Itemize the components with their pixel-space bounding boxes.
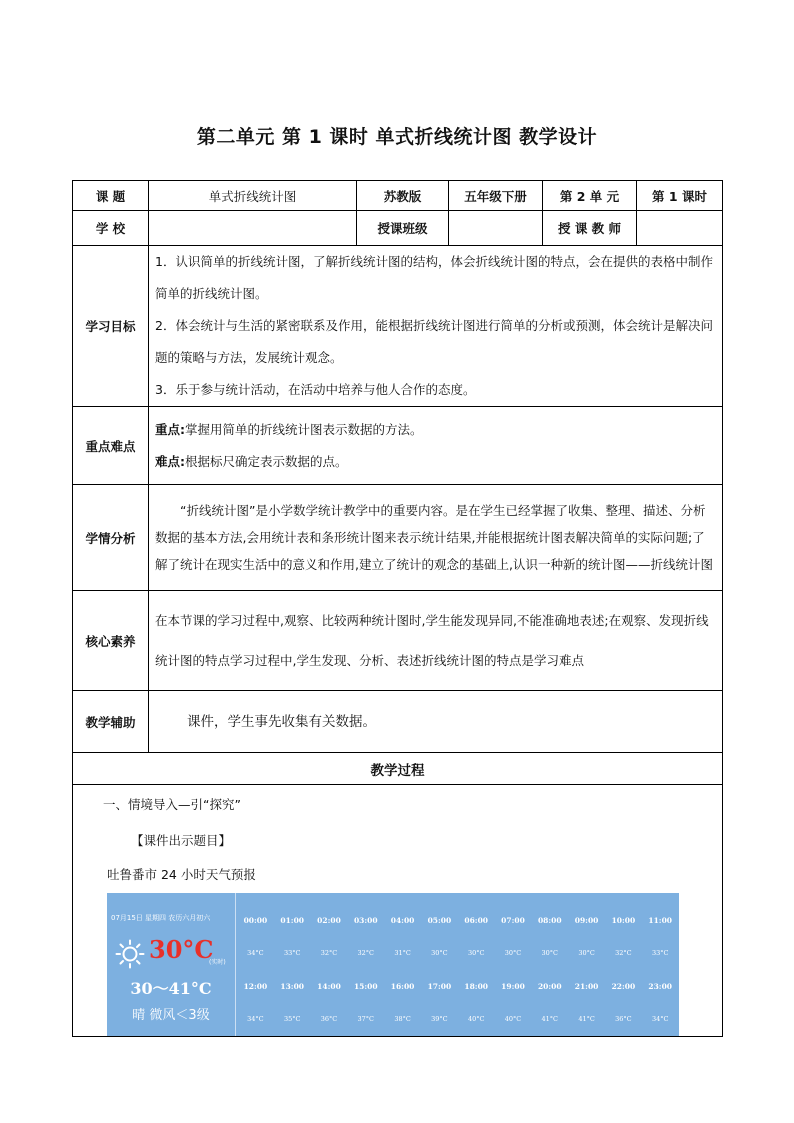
forecast-hour: 21:00 (574, 982, 599, 991)
forecast-hour: 08:00 (537, 916, 562, 925)
forecast-hour: 11:00 (648, 916, 673, 925)
section-heading: 一、情境导入—引“探究” (103, 797, 241, 812)
unit: 第 2 单 元 (543, 181, 637, 211)
forecast-temp: 32°C (320, 949, 338, 957)
topic-label: 课 题 (73, 181, 149, 211)
row-core (73, 591, 723, 691)
weather-caption: 吐鲁番市 24 小时天气预报 (107, 867, 256, 882)
forecast-hour: 03:00 (353, 916, 378, 925)
forecast-hour: 09:00 (574, 916, 599, 925)
forecast-hour: 12:00 (243, 982, 268, 991)
forecast-hour: 15:00 (353, 982, 378, 991)
forecast-temp: 41°C (541, 1015, 559, 1023)
forecast-temp: 34°C (651, 1015, 669, 1023)
lesson-number: 第 1 课时 (637, 181, 723, 211)
forecast-temp: 30°C (504, 949, 522, 957)
core-text: 在本节课的学习过程中,观察、比较两种统计图时,学生能发现异同,不能准确地表述;在观察、发现折线统计图的特点学习过程中,学生发现、分析、表述折线统计图的特点是学习难点 (155, 612, 709, 668)
difficulty-text: 根据标尺确定表示数据的点。 (185, 453, 348, 469)
forecast-temp: 35°C (283, 1015, 301, 1023)
goal-item: 3．乐于参与统计活动，在活动中培养与他人合作的态度。 (155, 382, 476, 397)
teacher-label: 授 课 教 师 (543, 211, 637, 246)
forecast-hour: 22:00 (611, 982, 636, 991)
lesson-plan-table (72, 180, 723, 1037)
row-process (73, 785, 723, 1037)
row-key-points (73, 407, 723, 485)
core-label: 核心素养 (73, 591, 149, 691)
forecast-hour: 04:00 (390, 916, 415, 925)
key-point-label: 重点: (155, 421, 185, 437)
temperature-range: 30～41°C (130, 979, 212, 998)
forecast-hour: 13:00 (280, 982, 305, 991)
current-temperature: 30°C (149, 935, 214, 964)
forecast-temp: 41°C (578, 1015, 595, 1023)
forecast-temp: 30°C (578, 949, 595, 957)
forecast-hour: 00:00 (243, 916, 268, 925)
forecast-temp: 30°C (467, 949, 485, 957)
process-title: 教学过程 (73, 753, 723, 785)
process-content (73, 785, 723, 1037)
school-value (149, 211, 357, 246)
forecast-temp: 40°C (467, 1015, 485, 1023)
forecast-temp: 32°C (357, 949, 375, 957)
forecast-hour: 18:00 (464, 982, 489, 991)
core-content (149, 591, 723, 691)
forecast-temp: 36°C (320, 1015, 338, 1023)
forecast-hour: 06:00 (464, 916, 489, 925)
goals-content (149, 246, 723, 407)
aids-label: 教学辅助 (73, 691, 149, 753)
goal-item: 2．体会统计与生活的紧密联系及作用，能根据折线统计图进行简单的分析或预测，体会统计是解决问题的策略与方法，发展统计观念。 (155, 318, 713, 365)
row-school (73, 211, 723, 246)
row-analysis (73, 485, 723, 591)
forecast-hour: 19:00 (501, 982, 525, 991)
slide-tip: 【课件出示题目】 (131, 833, 232, 848)
key-point-text: 掌握用简单的折线统计图表示数据的方法。 (185, 421, 423, 437)
difficulty-label: 难点: (155, 453, 185, 469)
analysis-content (149, 485, 723, 591)
forecast-temp: 33°C (651, 949, 669, 957)
topic-value: 单式折线统计图 (149, 181, 357, 211)
forecast-temp: 33°C (283, 949, 301, 957)
sun-icon (115, 939, 145, 969)
realtime-tag: (实时) (209, 959, 226, 966)
forecast-hour: 14:00 (317, 982, 341, 991)
current-weather (107, 893, 236, 1036)
row-process-title (73, 753, 723, 785)
forecast-hour: 02:00 (317, 916, 341, 925)
goal-item: 1．认识简单的折线统计图，了解折线统计图的结构，体会折线统计图的特点，会在提供的表格中制作简单的折线统计图。 (155, 254, 713, 301)
forecast-temp: 39°C (431, 1015, 448, 1023)
forecast-hour: 07:00 (501, 916, 525, 925)
forecast-hour: 23:00 (648, 982, 673, 991)
key-content (149, 407, 723, 485)
hourly-forecast-grid (237, 893, 679, 1036)
publisher: 苏教版 (357, 181, 449, 211)
row-goals (73, 246, 723, 407)
forecast-temp: 34°C (247, 1015, 264, 1023)
class-value (449, 211, 543, 246)
goals-label: 学习目标 (73, 246, 149, 407)
weather-condition: 晴 微风＜3级 (132, 1008, 210, 1023)
forecast-temp: 34°C (247, 949, 264, 957)
forecast-temp: 30°C (541, 949, 559, 957)
forecast-hour: 17:00 (427, 982, 452, 991)
forecast-hour: 10:00 (611, 916, 636, 925)
forecast-temp: 36°C (615, 1015, 632, 1023)
forecast-hour: 01:00 (280, 916, 305, 925)
teacher-value (637, 211, 723, 246)
aids-text: 课件，学生事先收集有关数据。 (187, 713, 376, 730)
forecast-temp: 37°C (357, 1015, 375, 1023)
document-title: 第二单元 第 1 课时 单式折线统计图 教学设计 (196, 126, 598, 148)
forecast-temp: 38°C (394, 1015, 411, 1023)
aids-content (149, 691, 723, 753)
row-aids (73, 691, 723, 753)
forecast-temp: 31°C (394, 949, 411, 957)
forecast-temp: 40°C (504, 1015, 522, 1023)
forecast-temp: 32°C (615, 949, 632, 957)
grade: 五年级下册 (449, 181, 543, 211)
forecast-hour: 20:00 (537, 982, 562, 991)
forecast-temp: 30°C (431, 949, 448, 957)
weather-date: 07月15日 星期四 农历六月初六 (111, 914, 211, 922)
analysis-text: “折线统计图”是小学数学统计教学中的重要内容。是在学生已经掌握了收集、整理、描述、分析数据的基本方法,会用统计表和条形统计图来表示统计结果,并能根据统计图表解决简单的实际问题;了解了统计在现实生活中的意义和作用,建立了统计的观念的基础上,认识一种新的统计图——折线统计图 (155, 503, 713, 572)
forecast-hour: 05:00 (427, 916, 452, 925)
class-label: 授课班级 (357, 211, 449, 246)
forecast-hour: 16:00 (390, 982, 415, 991)
key-label: 重点难点 (73, 407, 149, 485)
school-label: 学 校 (73, 211, 149, 246)
analysis-label: 学情分析 (73, 485, 149, 591)
row-topic (73, 181, 723, 211)
weather-forecast-panel (107, 893, 679, 1036)
